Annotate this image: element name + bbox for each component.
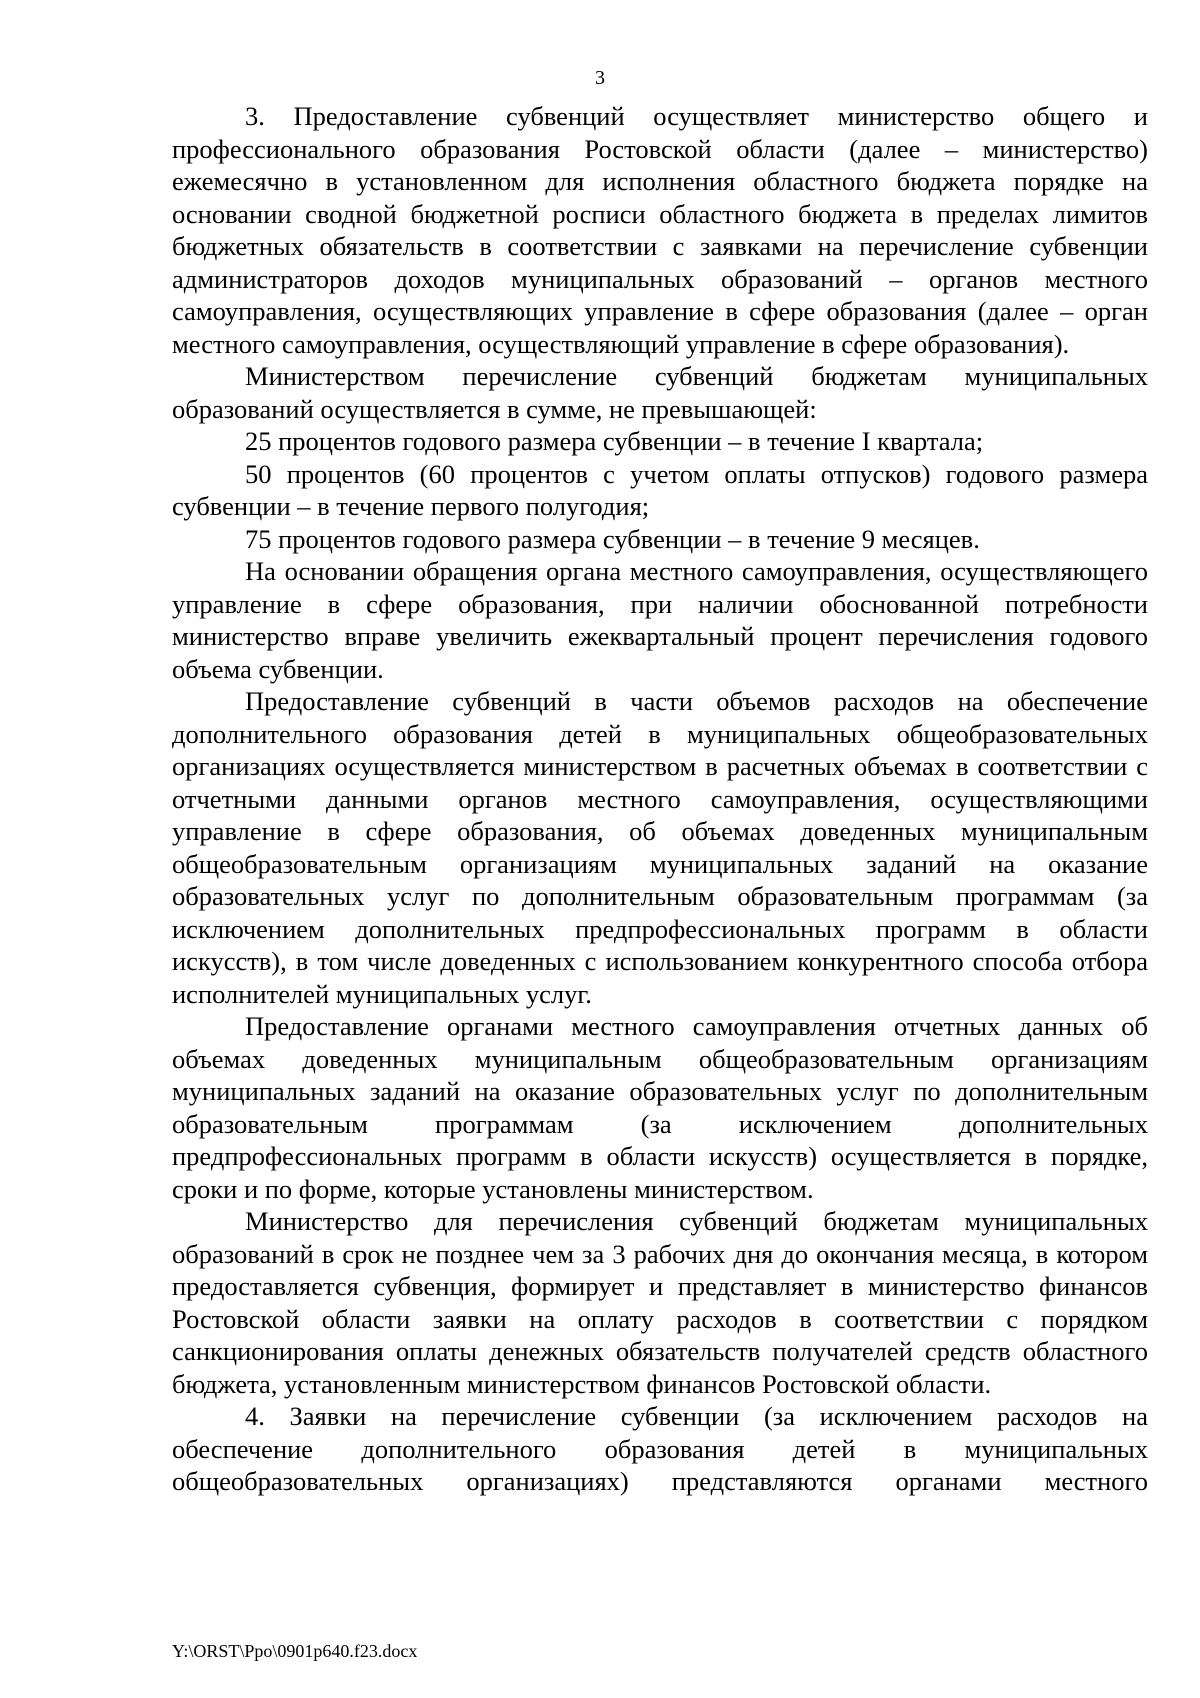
paragraph-10: 4. Заявки на перечисление субвенции (за исключением расходов на обеспечение дополнительного образования детей в муниципальных общеобразовательных организациях) представляются органами местного — [172, 1401, 1148, 1496]
paragraph-6: На основании обращения органа местного самоуправления, осуществляющего управление в сфере образования, при наличии обоснованной потребности министерство вправе увеличить ежеквартальный процент перечисления годового объема субвенции. — [172, 556, 1148, 684]
file-path-footer: Y:\ORST\Ppo\0901p640.f23.docx — [172, 1641, 418, 1661]
paragraph-3: 25 процентов годового размера субвенции – в течение I квартала; — [245, 426, 984, 456]
paragraph-7: Предоставление субвенций в части объемов расходов на обеспечение дополнительного образования детей в муниципальных общеобразовательных организациях осуществляется министерством в расчетных объемах в соответствии с отчетными данными органов местного самоуправления, осуществляющими управление в сфере образования, об объемах доведенных муниципальным общеобразовательным организациям муниципальных заданий на оказание образовательных услуг по дополнительным образовательным программам (за исключением дополнительных предпрофессиональных программ в области искусств), в том числе доведенных с использованием конкурентного способа отбора исполнителей муниципальных услуг. — [172, 686, 1148, 1009]
paragraph-4: 50 процентов (60 процентов с учетом оплаты отпусков) годового размера субвенции – в течение первого полугодия; — [172, 458, 1148, 521]
paragraph-9: Министерство для перечисления субвенций бюджетам муниципальных образований в срок не позднее чем за 3 рабочих дня до окончания месяца, в котором предоставляется субвенция, формирует и представляет в министерство финансов Ростовской области заявки на оплату расходов в соответствии с порядком санкционирования оплаты денежных обязательств получателей средств областного бюджета, установленным министерством финансов Ростовской области. — [172, 1206, 1148, 1399]
paragraph-2: Министерством перечисление субвенций бюджетам муниципальных образований осуществляется в сумме, не превышающей: — [172, 361, 1148, 424]
page-number: 3 — [595, 67, 605, 89]
paragraph-1: 3. Предоставление субвенций осуществляет министерство общего и профессионального образования Ростовской области (далее – министерство) ежемесячно в установленном для исполнения областного бюджета порядке на основании сводной бюджетной росписи областного бюджета в пределах лимитов бюджетных обязательств в соответствии с заявками на перечисление субвенции администраторов доходов муниципальных образований – органов местного самоуправления, осуществляющих управление в сфере образования (далее – орган местного самоуправления, осуществляющий управление в сфере образования). — [172, 101, 1148, 359]
paragraph-8: Предоставление органами местного самоуправления отчетных данных об объемах доведенных муниципальным общеобразовательным организациям муниципальных заданий на оказание образовательных услуг по дополнительным образовательным программам (за исключением дополнительных предпрофессиональных программ в области искусств) осуществляется в порядке, сроки и по форме, которые установлены министерством. — [172, 1011, 1148, 1204]
document-body — [172, 100, 1148, 1498]
paragraph-5: 75 процентов годового размера субвенции – в течение 9 месяцев. — [245, 523, 980, 554]
